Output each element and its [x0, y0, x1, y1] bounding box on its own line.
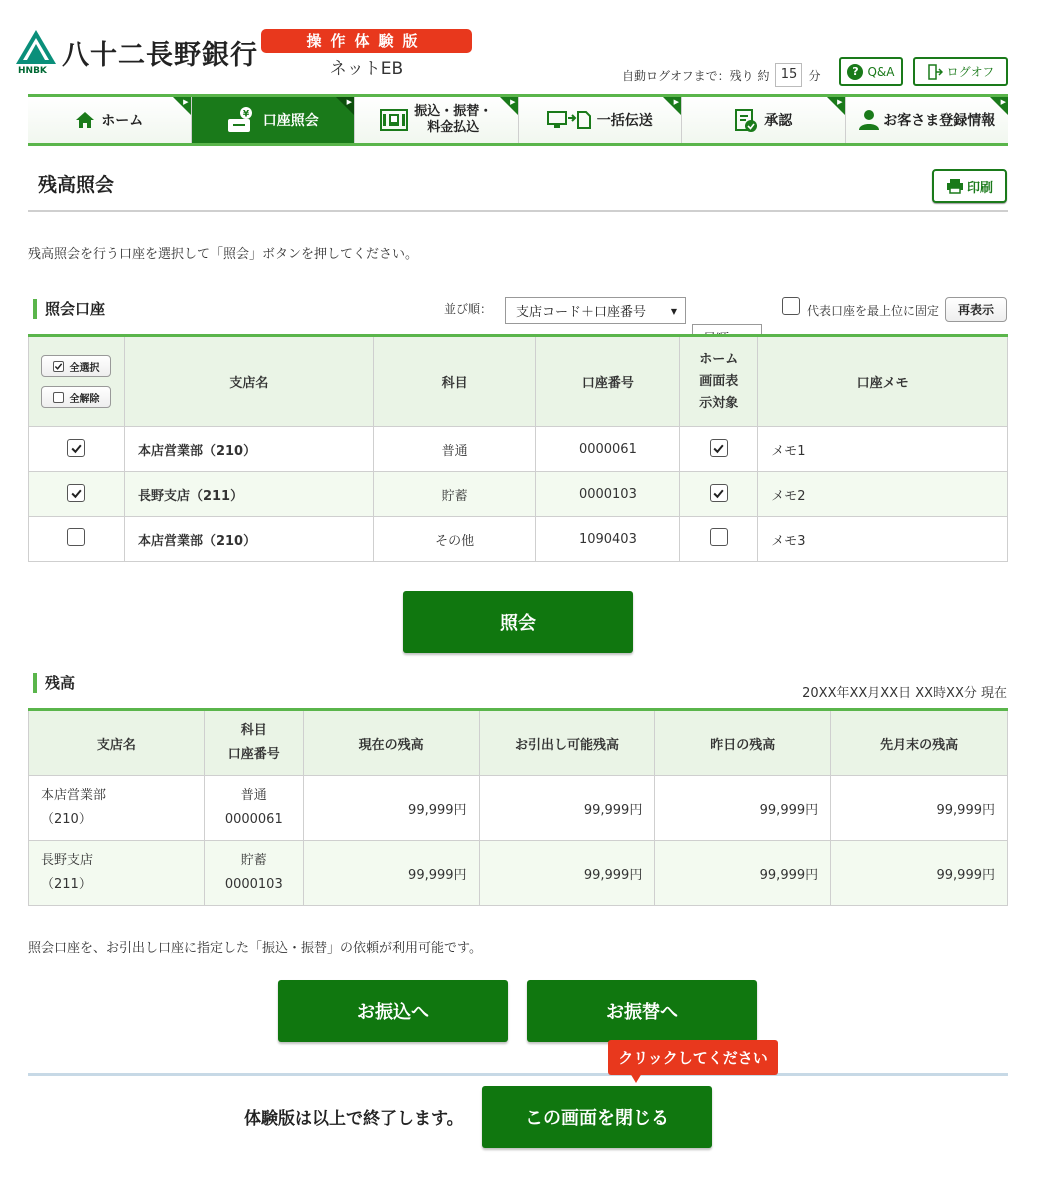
col-account-number: 口座番号	[536, 336, 680, 427]
transmit-icon	[547, 110, 591, 130]
yesterday-balance-cell: 99,999円	[655, 776, 831, 841]
trial-end-text: 体験版は以上で終了します。	[244, 1109, 464, 1129]
logout-label: ログオフ	[946, 65, 995, 79]
col-available-balance: お引出し可能残高	[479, 710, 655, 776]
nav-transfer-label-2: 料金払込	[427, 120, 480, 135]
last-month-balance-cell: 99,999円	[831, 841, 1008, 906]
global-nav	[28, 94, 1008, 146]
col-current-balance: 現在の残高	[303, 710, 479, 776]
logout-suffix: 分	[808, 68, 821, 83]
home-display-checkbox[interactable]	[710, 484, 728, 502]
printer-icon	[946, 178, 964, 194]
user-icon	[858, 109, 880, 131]
click-tooltip: クリックしてください	[608, 1040, 778, 1075]
type-cell: その他	[373, 517, 536, 562]
title-divider	[28, 210, 1008, 212]
col-last-month-balance: 先月末の残高	[831, 710, 1008, 776]
col-memo: 口座メモ	[758, 336, 1008, 427]
qa-label: Q&A	[867, 64, 895, 79]
branch-cell: 長野支店 （211）	[29, 841, 205, 906]
nav-approval-label: 承認	[764, 113, 793, 129]
col-type-number: 科目 口座番号	[204, 710, 303, 776]
sort-select[interactable]	[505, 297, 686, 324]
col-type: 科目	[373, 336, 536, 427]
balance-table	[28, 708, 1008, 906]
last-month-balance-cell: 99,999円	[831, 776, 1008, 841]
redisplay-button[interactable]: 再表示	[945, 297, 1007, 322]
nav-customer-info[interactable]: お客さま登録情報 ▶	[846, 97, 1009, 143]
type-number-cell: 貯蓄 0000103	[204, 841, 303, 906]
svg-text:¥: ¥	[242, 109, 249, 120]
home-display-checkbox[interactable]	[710, 528, 728, 546]
nav-customer-info-label: お客さま登録情報	[883, 113, 996, 129]
logout-button[interactable]	[913, 57, 1008, 86]
print-label: 印刷	[966, 180, 993, 196]
col-yesterday-balance: 昨日の残高	[655, 710, 831, 776]
memo-cell: メモ2	[758, 472, 1008, 517]
table-row	[29, 427, 1008, 472]
bank-name: 八十二長野銀行	[62, 39, 258, 71]
transfer-button[interactable]: お振込へ	[278, 980, 508, 1042]
current-balance-cell: 99,999円	[303, 776, 479, 841]
select-controls-cell	[29, 336, 125, 427]
nav-approval[interactable]: 承認 ▶	[682, 97, 846, 143]
deselect-all-label: 全解除	[69, 393, 100, 405]
current-balance-cell: 99,999円	[303, 841, 479, 906]
page-title: 残高照会	[38, 174, 115, 196]
nav-home[interactable]: ホーム ▶	[28, 97, 192, 143]
home-display-checkbox[interactable]	[710, 439, 728, 457]
type-number-cell: 普通 0000061	[204, 776, 303, 841]
nav-bulk-transmit-label: 一括伝送	[596, 113, 653, 129]
section-heading-balance: 残高	[33, 673, 75, 693]
nav-bulk-transmit[interactable]: 一括伝送 ▶	[519, 97, 683, 143]
logout-door-icon	[927, 64, 943, 80]
type-cell: 貯蓄	[373, 472, 536, 517]
question-icon: ?	[847, 64, 863, 80]
branch-cell: 長野支店（211）	[124, 472, 373, 517]
row-select-checkbox[interactable]	[67, 528, 85, 546]
col-home-display: ホーム 画面表 示対象	[680, 336, 758, 427]
table-row	[29, 517, 1008, 562]
account-number-cell: 0000103	[536, 472, 680, 517]
bottom-divider	[28, 1073, 1008, 1076]
yesterday-balance-cell: 99,999円	[655, 841, 831, 906]
hnbk-logo-icon	[16, 30, 56, 74]
branch-cell: 本店営業部（210）	[124, 517, 373, 562]
inquiry-header-row	[29, 336, 1008, 427]
qa-button[interactable]	[839, 57, 903, 86]
branch-cell: 本店営業部（210）	[124, 427, 373, 472]
tooltip-tail	[630, 1073, 642, 1083]
nav-transfer[interactable]: 振込・振替・ 料金払込 ▶	[355, 97, 519, 143]
section-heading-inquiry: 照会口座	[33, 299, 105, 319]
nav-account-inquiry[interactable]: ¥ 口座照会 ▶	[192, 97, 356, 143]
nav-home-label: ホーム	[101, 113, 144, 129]
type-cell: 普通	[373, 427, 536, 472]
row-select-checkbox[interactable]	[67, 439, 85, 457]
product-name: ネットEB	[329, 59, 404, 79]
print-button[interactable]	[932, 169, 1007, 203]
inquiry-submit-button[interactable]: 照会	[403, 591, 633, 653]
bank-logo	[16, 30, 258, 74]
usage-note: 照会口座を、お引出し口座に指定した「振込・振替」の依頼が利用可能です。	[28, 941, 482, 956]
col-branch: 支店名	[124, 336, 373, 427]
wallet-yen-icon	[227, 106, 257, 134]
row-select-checkbox[interactable]	[67, 484, 85, 502]
memo-cell: メモ1	[758, 427, 1008, 472]
chevron-down-icon: ▼	[670, 307, 677, 316]
sort-label: 並び順：	[444, 302, 493, 316]
rep-account-checkbox[interactable]	[782, 297, 800, 315]
table-row	[29, 776, 1008, 841]
rep-account-label: 代表口座を最上位に固定	[807, 304, 940, 318]
memo-cell: メモ3	[758, 517, 1008, 562]
approve-icon	[734, 107, 758, 133]
sort-select-value: 支店コード＋口座番号	[516, 305, 647, 320]
available-balance-cell: 99,999円	[479, 776, 655, 841]
select-all-button[interactable]	[41, 355, 111, 377]
balance-header-row	[29, 710, 1008, 776]
trial-badge: 操作体験版	[261, 29, 472, 53]
available-balance-cell: 99,999円	[479, 841, 655, 906]
table-row	[29, 841, 1008, 906]
auto-logout-timer	[622, 63, 820, 87]
deselect-all-button[interactable]	[41, 386, 111, 408]
table-row	[29, 472, 1008, 517]
home-icon	[75, 111, 95, 129]
close-screen-button[interactable]: この画面を閉じる	[482, 1086, 712, 1148]
col-branch: 支店名	[29, 710, 205, 776]
account-number-cell: 1090403	[536, 517, 680, 562]
branch-cell: 本店営業部 （210）	[29, 776, 205, 841]
atm-icon	[380, 109, 408, 131]
furikae-button[interactable]: お振替へ	[527, 980, 757, 1042]
logout-minutes: 15	[775, 63, 802, 87]
inquiry-table	[28, 334, 1008, 562]
logo-sub-text: HNBK	[18, 66, 47, 76]
logout-prefix: 自動ログオフまで：残り 約	[622, 68, 770, 83]
account-number-cell: 0000061	[536, 427, 680, 472]
checkbox-empty-icon	[53, 392, 64, 403]
nav-transfer-label-1: 振込・振替・	[414, 104, 493, 119]
select-all-label: 全選択	[69, 362, 100, 374]
instruction-text: 残高照会を行う口座を選択して「照会」ボタンを押してください。	[28, 247, 419, 262]
nav-account-inquiry-label: 口座照会	[262, 113, 319, 129]
checkbox-checked-icon	[53, 361, 64, 372]
balance-timestamp: 20XX年XX月XX日 XX時XX分 現在	[802, 686, 1007, 701]
